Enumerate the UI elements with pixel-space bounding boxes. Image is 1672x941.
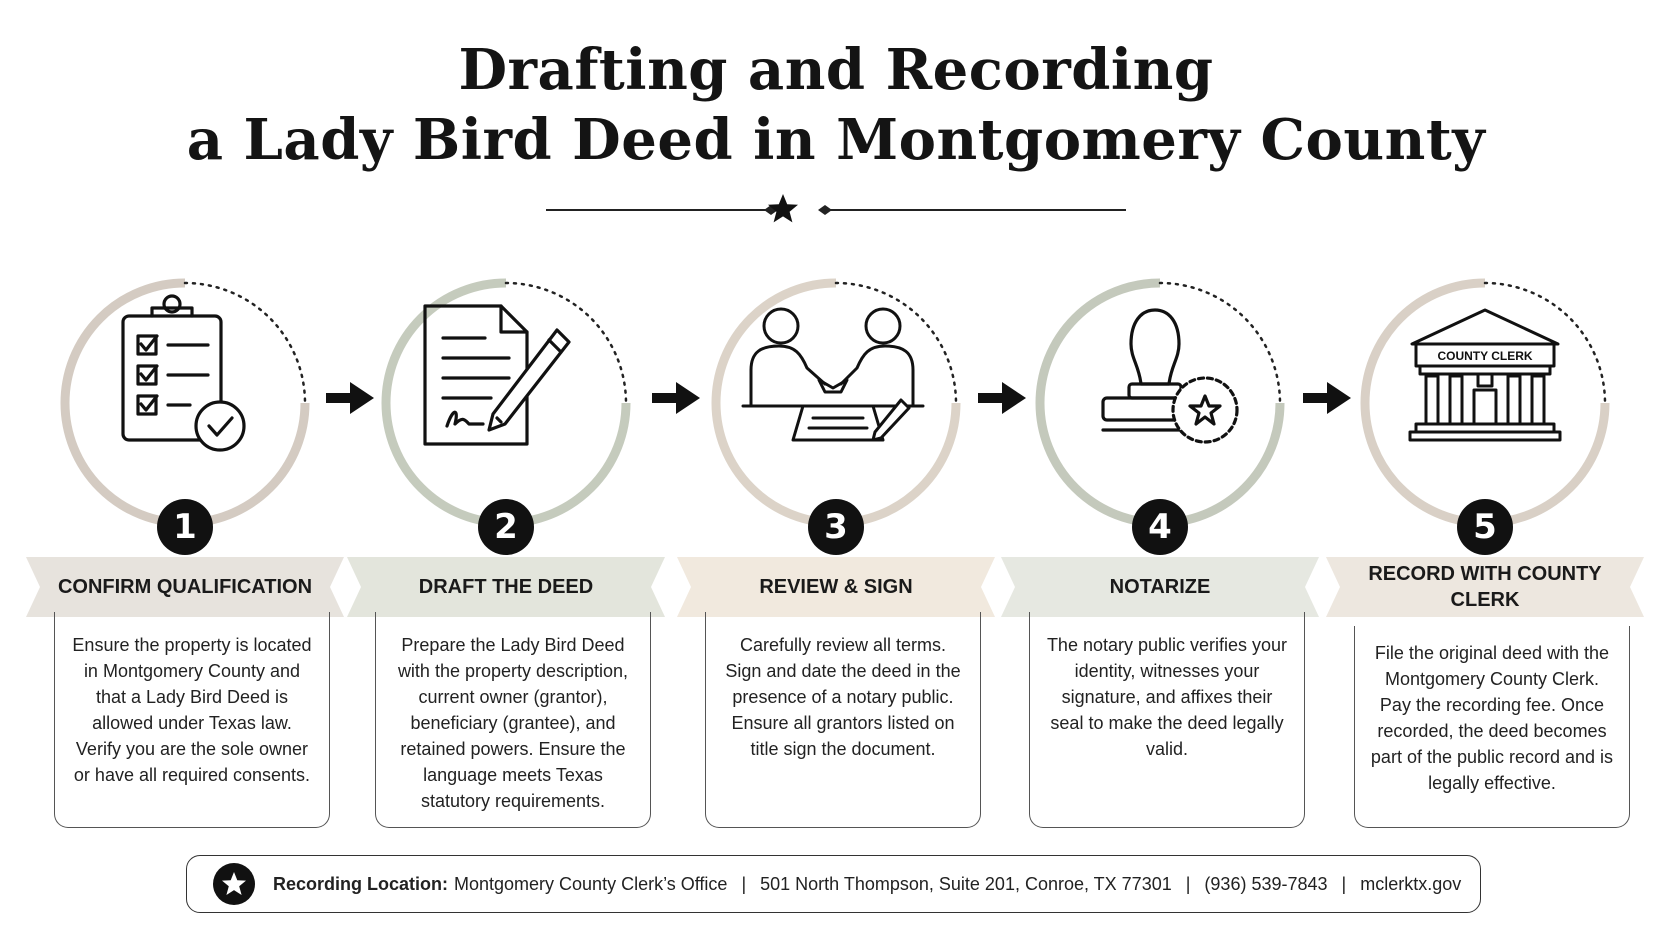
step-3 <box>691 258 981 838</box>
footer-phone: (936) 539-7843 <box>1204 873 1328 894</box>
document-pen-icon <box>425 306 569 444</box>
title-line-1: Drafting and Recording <box>458 37 1214 103</box>
footer-office: Montgomery County Clerk’s Office <box>454 873 728 894</box>
handshake-icon <box>743 309 923 440</box>
clipboard-checklist-icon <box>123 296 244 450</box>
step-banner <box>26 555 344 619</box>
step-heading: REVIEW & SIGN <box>759 576 913 598</box>
step-heading: CONFIRM QUALIFICATION <box>57 576 313 598</box>
footer-address: 501 North Thompson, Suite 201, Conroe, TX 77301 <box>760 873 1172 894</box>
step-heading: NOTARIZE <box>1109 576 1211 598</box>
footer-label: Recording Location: <box>273 873 448 894</box>
recording-location-bar <box>186 855 1481 913</box>
title-line-2: a Lady Bird Deed in Montgomery County <box>186 107 1486 173</box>
step-1 <box>40 258 330 838</box>
step-description: File the original deed with the Montgomery County Clerk. Pay the recording fee. Once recorded, the deed becomes part of the public record and is legally effective. <box>1354 626 1630 828</box>
step-description: Prepare the Lady Bird Deed with the property description, current owner (grantor), beneficiary (grantee), and retained powers. Ensure the language meets Texas statutory requirements. <box>375 612 651 828</box>
step-5 <box>1340 258 1630 838</box>
step-number: 1 <box>157 499 213 555</box>
step-banner <box>1001 555 1319 619</box>
step-description: The notary public verifies your identity, witnesses your signature, and affixes their seal to make the deed legally valid. <box>1029 612 1305 828</box>
title-divider <box>546 190 1126 230</box>
footer-separator: | <box>1185 873 1191 894</box>
step-number: 3 <box>808 499 864 555</box>
step-2 <box>361 258 651 838</box>
step-description: Carefully review all terms. Sign and date the deed in the presence of a notary public. Ensure all grantors listed on title sign the document. <box>705 612 981 828</box>
courthouse-icon <box>1410 310 1560 440</box>
courthouse-label: COUNTY CLERK <box>1437 349 1533 363</box>
step-number: 5 <box>1457 499 1513 555</box>
step-banner <box>347 555 665 619</box>
step-banner <box>677 555 995 619</box>
star-icon <box>213 863 255 905</box>
step-number: 2 <box>478 499 534 555</box>
notary-stamp-icon <box>1103 310 1237 442</box>
step-heading: DRAFT THE DEED <box>418 576 594 598</box>
step-heading: RECORD WITH COUNTY CLERK <box>1368 563 1602 611</box>
step-number: 4 <box>1132 499 1188 555</box>
step-4 <box>1015 258 1305 838</box>
footer-separator: | <box>1341 873 1347 894</box>
footer-separator: | <box>741 873 747 894</box>
step-description: Ensure the property is located in Montgomery County and that a Lady Bird Deed is allowed under Texas law. Verify you are the sole owner or have all required consents. <box>54 612 330 828</box>
star-icon <box>768 194 798 222</box>
step-banner <box>1326 555 1644 619</box>
footer-website[interactable]: mclerktx.gov <box>1360 873 1462 894</box>
